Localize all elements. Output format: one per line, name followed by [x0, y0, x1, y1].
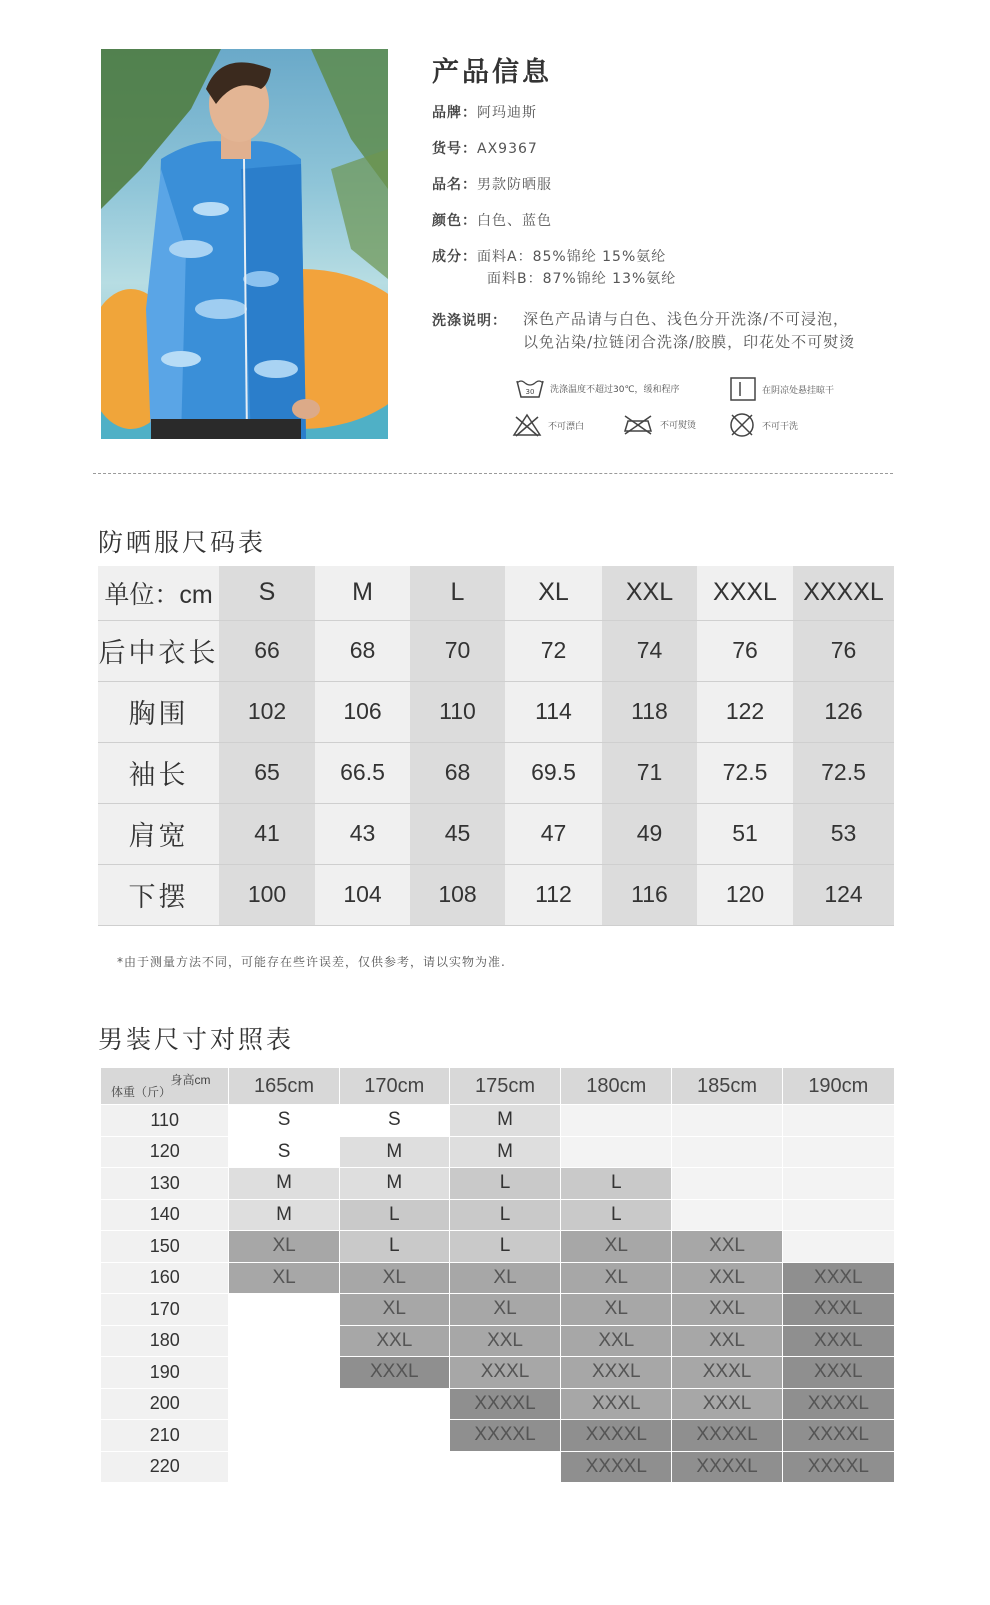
- reference-row: [101, 1451, 895, 1483]
- weight-cell: 160: [101, 1262, 229, 1294]
- reference-row: [101, 1168, 895, 1200]
- size-row: [98, 803, 894, 864]
- brand-row: [432, 102, 537, 122]
- reference-row: [101, 1105, 895, 1137]
- size-col-header: XXL: [602, 566, 697, 620]
- size-cell: XXXL: [561, 1388, 672, 1420]
- product-info: [432, 50, 952, 450]
- size-cell: [782, 1105, 894, 1137]
- size-cell: XXXXL: [561, 1420, 672, 1452]
- size-cell: XXXL: [782, 1294, 894, 1326]
- product-info-title: 产品信息: [432, 57, 552, 88]
- size-cell: 49: [602, 803, 697, 864]
- size-col-header: XXXXL: [793, 566, 894, 620]
- size-col-header: XL: [505, 566, 602, 620]
- weight-cell: 120: [101, 1136, 229, 1168]
- care-dryclean-text: 不可干洗: [762, 421, 799, 432]
- reference-row: [101, 1136, 895, 1168]
- no-iron-icon: [622, 413, 654, 435]
- care-bleach-text: 不可漂白: [548, 421, 585, 432]
- size-cell: L: [339, 1231, 449, 1263]
- weight-cell: 190: [101, 1357, 229, 1389]
- care-wash-text: 洗涤温度不超过30℃，缓和程序: [550, 384, 680, 395]
- reference-row: [101, 1231, 895, 1263]
- size-header-row: [98, 566, 894, 620]
- size-cell: XXXL: [672, 1388, 782, 1420]
- size-cell: S: [229, 1105, 339, 1137]
- size-cell: [229, 1420, 339, 1452]
- size-cell: 106: [315, 681, 410, 742]
- weight-cell: 150: [101, 1231, 229, 1263]
- height-col-header: 170cm: [339, 1068, 449, 1105]
- size-cell: L: [561, 1168, 672, 1200]
- size-cell: M: [229, 1199, 339, 1231]
- size-cell: [449, 1451, 560, 1483]
- size-cell: 65: [219, 742, 315, 803]
- color-row: [432, 210, 552, 230]
- size-cell: 120: [697, 864, 793, 925]
- care-item-iron: [622, 413, 696, 435]
- size-cell: XXXL: [449, 1357, 560, 1389]
- size-cell: XXL: [672, 1325, 782, 1357]
- reference-row: [101, 1325, 895, 1357]
- size-cell: 71: [602, 742, 697, 803]
- size-cell: XXL: [672, 1231, 782, 1263]
- weight-cell: 140: [101, 1199, 229, 1231]
- size-cell: M: [229, 1168, 339, 1200]
- size-cell: [782, 1168, 894, 1200]
- size-row: [98, 864, 894, 925]
- height-axis-label: 身高cm: [170, 1073, 211, 1087]
- reference-row: [101, 1294, 895, 1326]
- size-cell: XL: [339, 1262, 449, 1294]
- material-b: 面料B：87%锦纶 13%氨纶: [487, 271, 677, 287]
- weight-cell: 110: [101, 1105, 229, 1137]
- no-dry-clean-icon: [728, 411, 756, 439]
- size-cell: [339, 1451, 449, 1483]
- brand-value: 阿玛迪斯: [477, 105, 537, 121]
- size-cell: XXXXL: [782, 1451, 894, 1483]
- size-cell: 66: [219, 620, 315, 681]
- size-cell: XXXXL: [449, 1388, 560, 1420]
- size-cell: 100: [219, 864, 315, 925]
- size-cell: 102: [219, 681, 315, 742]
- size-cell: XXXL: [782, 1357, 894, 1389]
- row-label: 肩宽: [98, 803, 219, 864]
- size-cell: XL: [229, 1262, 339, 1294]
- care-item-wash: [516, 377, 680, 399]
- size-cell: [229, 1357, 339, 1389]
- size-cell: L: [449, 1199, 560, 1231]
- wash-30-icon: [516, 377, 544, 399]
- reference-row: [101, 1262, 895, 1294]
- size-cell: [672, 1105, 782, 1137]
- size-cell: XXL: [672, 1294, 782, 1326]
- size-cell: XXL: [339, 1325, 449, 1357]
- size-row: [98, 620, 894, 681]
- size-cell: XXL: [672, 1262, 782, 1294]
- size-cell: M: [339, 1168, 449, 1200]
- size-cell: [229, 1325, 339, 1357]
- size-cell: 108: [410, 864, 505, 925]
- material-label: 成分：: [432, 249, 477, 265]
- row-label: 下摆: [98, 864, 219, 925]
- size-cell: [339, 1420, 449, 1452]
- size-cell: XXXXL: [782, 1420, 894, 1452]
- size-cell: [229, 1451, 339, 1483]
- height-col-header: 180cm: [561, 1068, 672, 1105]
- section-divider: [93, 473, 893, 474]
- size-cell: M: [449, 1105, 560, 1137]
- reference-row: [101, 1388, 895, 1420]
- size-cell: 51: [697, 803, 793, 864]
- care-item-bleach: [512, 413, 584, 437]
- size-row: [98, 681, 894, 742]
- size-col-header: S: [219, 566, 315, 620]
- size-chart-table: [98, 566, 894, 926]
- size-cell: 104: [315, 864, 410, 925]
- reference-header-row: [101, 1068, 895, 1105]
- size-col-header: XXXL: [697, 566, 793, 620]
- unit-label: 单位：cm: [98, 566, 219, 620]
- size-cell: 68: [410, 742, 505, 803]
- size-cell: 70: [410, 620, 505, 681]
- height-col-header: 175cm: [449, 1068, 560, 1105]
- brand-label: 品牌：: [432, 105, 477, 121]
- name-row: [432, 174, 552, 194]
- size-cell: [782, 1231, 894, 1263]
- height-col-header: 190cm: [782, 1068, 894, 1105]
- care-item-dryclean: [728, 411, 798, 439]
- size-cell: XL: [561, 1231, 672, 1263]
- size-cell: S: [339, 1105, 449, 1137]
- size-cell: 112: [505, 864, 602, 925]
- size-cell: [782, 1199, 894, 1231]
- corner-cell: [101, 1068, 229, 1105]
- name-label: 品名：: [432, 177, 477, 193]
- reference-chart-table: [100, 1067, 895, 1483]
- care-iron-text: 不可熨烫: [660, 420, 697, 431]
- weight-cell: 180: [101, 1325, 229, 1357]
- size-chart-note: *由于测量方法不同，可能存在些许误差，仅供参考，请以实物为准.: [117, 955, 506, 969]
- row-label: 胸围: [98, 681, 219, 742]
- size-col-header: M: [315, 566, 410, 620]
- size-cell: 41: [219, 803, 315, 864]
- care-item-dry: [730, 377, 834, 401]
- size-cell: XL: [339, 1294, 449, 1326]
- reference-row: [101, 1357, 895, 1389]
- size-cell: 114: [505, 681, 602, 742]
- reference-row: [101, 1199, 895, 1231]
- sku-value: AX9367: [477, 141, 538, 157]
- size-cell: L: [449, 1231, 560, 1263]
- size-cell: 76: [793, 620, 894, 681]
- height-col-header: 185cm: [672, 1068, 782, 1105]
- size-cell: XXXXL: [672, 1420, 782, 1452]
- size-cell: XXXXL: [672, 1451, 782, 1483]
- size-cell: [339, 1388, 449, 1420]
- size-cell: 53: [793, 803, 894, 864]
- row-label: 后中衣长: [98, 620, 219, 681]
- size-cell: [229, 1388, 339, 1420]
- color-value: 白色、蓝色: [477, 213, 552, 229]
- size-cell: XXL: [449, 1325, 560, 1357]
- size-cell: L: [339, 1199, 449, 1231]
- sku-row: [432, 138, 538, 158]
- size-cell: 110: [410, 681, 505, 742]
- material-a: 面料A：85%锦纶 15%氨纶: [477, 249, 667, 265]
- size-chart-title: 防晒服尺码表: [98, 528, 267, 557]
- size-cell: M: [449, 1136, 560, 1168]
- size-cell: 116: [602, 864, 697, 925]
- size-cell: XXXL: [561, 1357, 672, 1389]
- size-cell: [229, 1294, 339, 1326]
- no-bleach-icon: [512, 413, 542, 437]
- name-value: 男款防晒服: [477, 177, 552, 193]
- size-cell: 68: [315, 620, 410, 681]
- size-cell: S: [229, 1136, 339, 1168]
- care-icons: [432, 377, 852, 447]
- size-cell: 74: [602, 620, 697, 681]
- size-cell: 43: [315, 803, 410, 864]
- weight-cell: 200: [101, 1388, 229, 1420]
- size-cell: XXXL: [672, 1357, 782, 1389]
- wash-temp-badge: 30: [525, 388, 535, 396]
- size-cell: M: [339, 1136, 449, 1168]
- sku-label: 货号：: [432, 141, 477, 157]
- reference-chart-title: 男装尺寸对照表: [98, 1025, 295, 1054]
- size-cell: [672, 1136, 782, 1168]
- size-cell: 72.5: [793, 742, 894, 803]
- size-cell: L: [561, 1199, 672, 1231]
- size-cell: 47: [505, 803, 602, 864]
- care-label-row: [432, 310, 507, 330]
- size-cell: XL: [561, 1262, 672, 1294]
- care-label: 洗涤说明：: [432, 313, 507, 329]
- size-cell: [782, 1136, 894, 1168]
- size-cell: 72.5: [697, 742, 793, 803]
- size-cell: [561, 1136, 672, 1168]
- row-label: 袖长: [98, 742, 219, 803]
- size-cell: XXXL: [782, 1262, 894, 1294]
- care-line-2: 以免沾染/拉链闭合洗涤/胶膜，印花处不可熨烫: [523, 333, 856, 351]
- product-photo: [101, 49, 388, 439]
- size-row: [98, 742, 894, 803]
- material-b-row: [487, 268, 676, 288]
- size-cell: XL: [229, 1231, 339, 1263]
- line-dry-icon: [730, 377, 756, 401]
- size-cell: 118: [602, 681, 697, 742]
- size-cell: XL: [449, 1262, 560, 1294]
- size-cell: [672, 1168, 782, 1200]
- weight-cell: 210: [101, 1420, 229, 1452]
- size-cell: 122: [697, 681, 793, 742]
- material-row: [432, 246, 666, 266]
- size-cell: 69.5: [505, 742, 602, 803]
- size-col-header: L: [410, 566, 505, 620]
- size-cell: [561, 1105, 672, 1137]
- reference-row: [101, 1420, 895, 1452]
- size-cell: 66.5: [315, 742, 410, 803]
- weight-axis-label: 体重（斤）: [111, 1085, 172, 1099]
- weight-cell: 130: [101, 1168, 229, 1200]
- size-cell: XXXL: [339, 1357, 449, 1389]
- weight-cell: 170: [101, 1294, 229, 1326]
- size-cell: XL: [449, 1294, 560, 1326]
- size-cell: 126: [793, 681, 894, 742]
- weight-cell: 220: [101, 1451, 229, 1483]
- size-cell: XXL: [561, 1325, 672, 1357]
- care-dry-text: 在阴凉处悬挂晾干: [762, 385, 835, 396]
- size-cell: 72: [505, 620, 602, 681]
- model-illustration: [101, 49, 388, 439]
- size-cell: 124: [793, 864, 894, 925]
- size-cell: [672, 1199, 782, 1231]
- color-label: 颜色：: [432, 213, 477, 229]
- size-cell: XXXXL: [782, 1388, 894, 1420]
- size-cell: 45: [410, 803, 505, 864]
- size-cell: L: [449, 1168, 560, 1200]
- size-cell: 76: [697, 620, 793, 681]
- size-cell: XXXL: [782, 1325, 894, 1357]
- size-cell: XL: [561, 1294, 672, 1326]
- height-col-header: 165cm: [229, 1068, 339, 1105]
- care-line-1: 深色产品请与白色、浅色分开洗涤/不可浸泡，: [523, 310, 850, 328]
- size-cell: XXXXL: [561, 1451, 672, 1483]
- size-cell: XXXXL: [449, 1420, 560, 1452]
